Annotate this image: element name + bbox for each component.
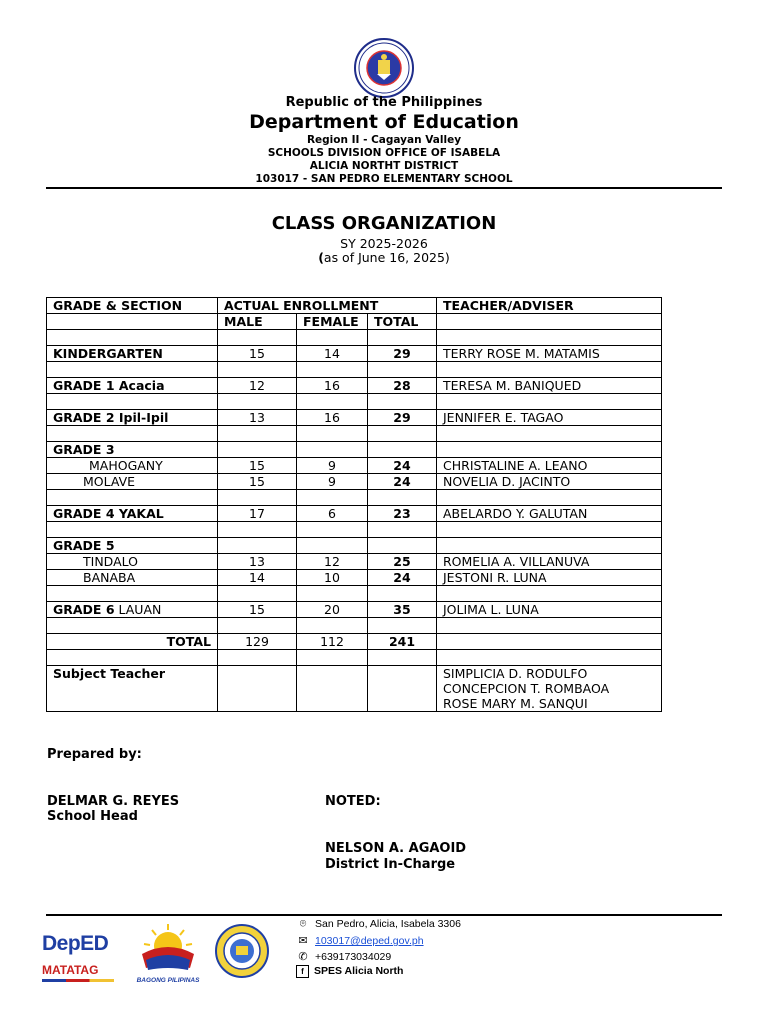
teacher-cell: TERRY ROSE M. MATAMIS	[437, 346, 662, 362]
bagong-pilipinas-text: BAGONG PILIPINAS	[136, 977, 200, 984]
table-row-spacer	[47, 426, 662, 442]
female-cell: 6	[297, 506, 368, 522]
table-row	[47, 410, 662, 426]
table-row-spacer	[47, 586, 662, 602]
table-row	[47, 346, 662, 362]
matatag-logo-text: MATATAG	[42, 963, 99, 977]
total-cell: 28	[368, 378, 437, 394]
male-cell: 15	[218, 458, 297, 474]
subject-teacher-name: ROSE MARY M. SANQUI	[443, 696, 588, 711]
total-cell: 35	[368, 602, 437, 618]
header-total: TOTAL	[368, 314, 437, 330]
location-pin-icon: ⌾	[299, 918, 307, 930]
republic-line: Republic of the Philippines	[285, 95, 483, 110]
teacher-cell: ROMELIA A. VILLANUVA	[437, 554, 662, 570]
district-head-name: NELSON A. AGAOID	[325, 841, 467, 856]
division-line: SCHOOLS DIVISION OFFICE OF ISABELA	[267, 147, 501, 159]
table-row	[47, 554, 662, 570]
female-cell: 16	[297, 410, 368, 426]
female-cell: 10	[297, 570, 368, 586]
table-row-spacer	[47, 330, 662, 346]
male-cell: 14	[218, 570, 297, 586]
header-actual-enrollment: ACTUAL ENROLLMENT	[218, 298, 437, 314]
teacher-cell: NOVELIA D. JACINTO	[437, 474, 662, 490]
grade-cell: GRADE 1 Acacia	[47, 378, 218, 394]
department-title: Department of Education	[249, 111, 519, 133]
male-cell: 15	[218, 602, 297, 618]
teacher-cell: TERESA M. BANIQUED	[437, 378, 662, 394]
male-cell: 12	[218, 378, 297, 394]
table-row-spacer	[47, 522, 662, 538]
table-row-spacer	[47, 394, 662, 410]
prepared-by-label: Prepared by:	[47, 747, 142, 762]
district-line: ALICIA NORTHT DISTRICT	[309, 160, 459, 172]
total-label: TOTAL	[47, 634, 218, 650]
region-line: Region II - Cagayan Valley	[306, 134, 462, 146]
female-cell: 20	[297, 602, 368, 618]
table-row	[47, 538, 662, 554]
total-cell: 29	[368, 410, 437, 426]
footer-divider	[46, 914, 722, 916]
phone-icon: ✆	[298, 951, 308, 963]
district-head-title: District In-Charge	[325, 857, 456, 872]
table-row	[47, 602, 662, 618]
female-cell: 16	[297, 378, 368, 394]
table-row	[47, 474, 662, 490]
grade-cell: GRADE 3	[47, 442, 218, 458]
school-line: 103017 - SAN PEDRO ELEMENTARY SCHOOL	[255, 173, 513, 185]
grade-cell: KINDERGARTEN	[47, 346, 218, 362]
grade-cell: GRADE 5	[47, 538, 218, 554]
table-row-subject-teachers	[47, 666, 662, 712]
class-organization-table	[46, 297, 662, 712]
total-cell: 24	[368, 474, 437, 490]
table-row-spacer	[47, 650, 662, 666]
table-row-spacer	[47, 490, 662, 506]
facebook-icon: f	[296, 965, 309, 978]
section-cell: MOLAVE	[47, 474, 218, 490]
teacher-cell: ABELARDO Y. GALUTAN	[437, 506, 662, 522]
male-cell: 17	[218, 506, 297, 522]
teacher-cell: JOLIMA L. LUNA	[437, 602, 662, 618]
grade-cell: GRADE 4 YAKAL	[47, 506, 218, 522]
header-grade-section: GRADE & SECTION	[47, 298, 218, 314]
table-row	[47, 378, 662, 394]
table-row-spacer	[47, 618, 662, 634]
teacher-cell: JESTONI R. LUNA	[437, 570, 662, 586]
teacher-cell: JENNIFER E. TAGAO	[437, 410, 662, 426]
female-cell: 9	[297, 474, 368, 490]
header-male: MALE	[218, 314, 297, 330]
noted-label: NOTED:	[325, 794, 381, 809]
school-seal-icon	[213, 924, 271, 978]
total-cell: 23	[368, 506, 437, 522]
table-row	[47, 570, 662, 586]
table-row	[47, 506, 662, 522]
school-year: SY 2025-2026	[340, 236, 428, 251]
contact-email[interactable]: ✉ 103017@deped.gov.ph	[296, 934, 424, 947]
section-cell: BANABA	[47, 570, 218, 586]
deped-matatag-logo	[42, 933, 120, 985]
total-cell: 24	[368, 570, 437, 586]
as-of-date: (as of June 16, 2025)	[318, 250, 450, 265]
contact-address: ⌾ San Pedro, Alicia, Isabela 3306	[296, 918, 461, 931]
male-cell: 15	[218, 346, 297, 362]
contact-facebook: f SPES Alicia North	[296, 965, 403, 978]
male-cell: 13	[218, 554, 297, 570]
table-row-total	[47, 634, 662, 650]
section-cell: MAHOGANY	[47, 458, 218, 474]
grand-total: 241	[368, 634, 437, 650]
teacher-cell: CHRISTALINE A. LEANO	[437, 458, 662, 474]
subject-teacher-name: SIMPLICIA D. RODULFO	[443, 666, 588, 681]
subject-teacher-list	[437, 666, 662, 712]
school-head-name: DELMAR G. REYES	[47, 794, 180, 809]
subject-teacher-name: CONCEPCION T. ROMBAOA	[443, 681, 610, 696]
bagong-pilipinas-logo-icon	[132, 920, 204, 978]
table-row	[47, 458, 662, 474]
total-cell: 24	[368, 458, 437, 474]
header-teacher-adviser: TEACHER/ADVISER	[437, 298, 662, 314]
male-total: 129	[218, 634, 297, 650]
subject-teacher-label: Subject Teacher	[47, 666, 218, 712]
grade-cell: GRADE 2 Ipil-Ipil	[47, 410, 218, 426]
male-cell: 13	[218, 410, 297, 426]
header-divider	[46, 187, 722, 189]
grade-cell: GRADE 6 LAUAN	[47, 602, 218, 618]
section-cell: TINDALO	[47, 554, 218, 570]
deped-seal-icon	[348, 38, 420, 98]
table-row-spacer	[47, 362, 662, 378]
table-row	[47, 314, 662, 330]
document-title: CLASS ORGANIZATION	[271, 213, 497, 234]
female-cell: 12	[297, 554, 368, 570]
male-cell: 15	[218, 474, 297, 490]
deped-logo-text: DepED	[42, 932, 109, 955]
table-row	[47, 442, 662, 458]
female-cell: 14	[297, 346, 368, 362]
table-row	[47, 298, 662, 314]
female-total: 112	[297, 634, 368, 650]
total-cell: 25	[368, 554, 437, 570]
female-cell: 9	[297, 458, 368, 474]
email-icon: ✉	[298, 935, 308, 947]
total-cell: 29	[368, 346, 437, 362]
school-head-title: School Head	[47, 809, 138, 824]
header-female: FEMALE	[297, 314, 368, 330]
contact-phone: ✆ +639173034029	[296, 950, 391, 963]
